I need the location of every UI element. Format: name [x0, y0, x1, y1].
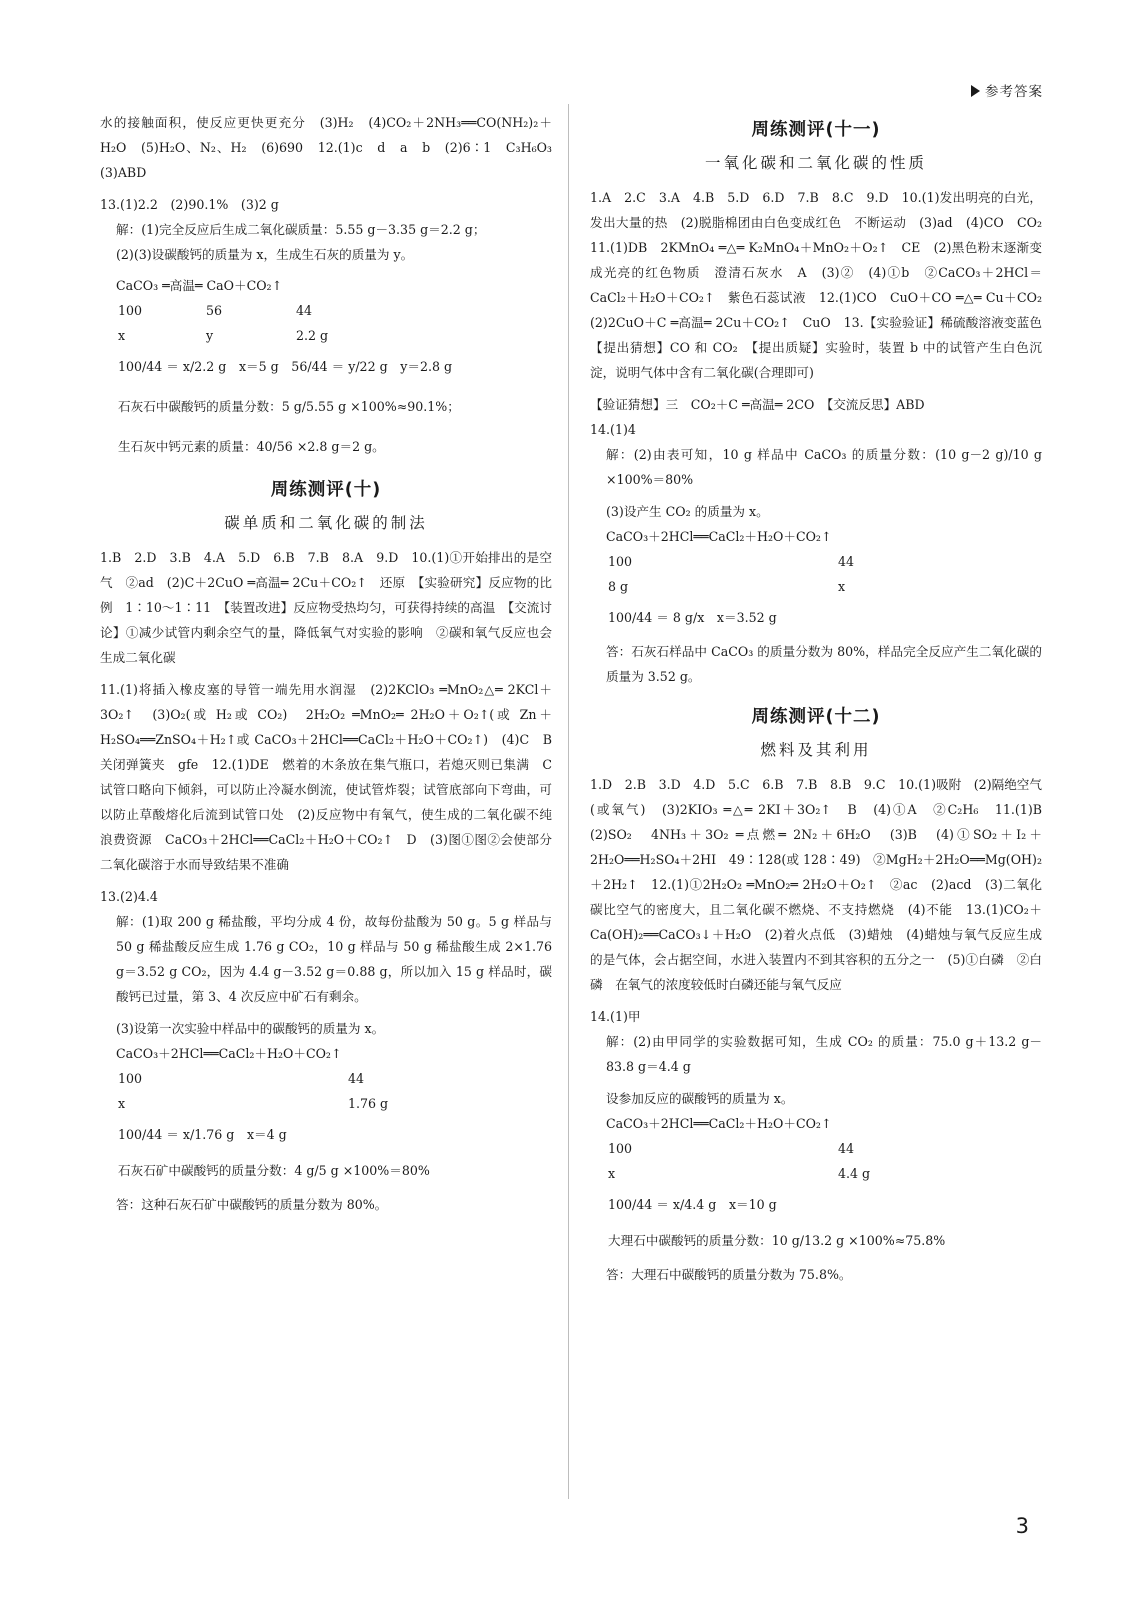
- q13-solution-2: (2)(3)设碳酸钙的质量为 x，生成生石灰的质量为 y。: [116, 247, 414, 262]
- page-number: 3: [1015, 1514, 1029, 1538]
- eq-cell: 100: [608, 1141, 633, 1156]
- ratio-1: 100/44 ＝ x/2.2 g x＝5 g 56/44 ＝ y/22 g y＝2.8 g: [118, 359, 453, 374]
- answer-2: 答：这种石灰石矿中碳酸钙的质量分数为 80%。: [116, 1197, 388, 1212]
- eq-cell: 44: [838, 554, 855, 569]
- answer-4: 答：大理石中碳酸钙的质量分数为 75.8%。: [606, 1267, 852, 1282]
- section-12-answers: 1.D 2.B 3.D 4.D 5.C 6.B 7.B 8.B 9.C 10.(1)吸附 (2)隔绝空气(或氧气) (3)2KIO₃ ═△═ 2KI＋3O₂↑ B (4)①A ②C₂H₆ 11.(1)B (2)SO₂ 4NH₃＋3O₂ ═点燃═ 2N₂＋6H₂O (3)B (4)①SO₂＋I₂＋2H₂O══H₂SO₄＋2HI 49∶128(或 128∶49) ②MgH₂＋2H₂O══Mg(OH)₂＋2H₂↑ 12.(1)①2H₂O₂ ═MnO₂═ 2H₂O＋O₂↑ ②ac (2)acd (3)二氧化碳比空气的密度大，且二氧化碳不燃烧、不支持燃烧 (4)不能 13.(1)CO₂＋Ca(OH)₂══CaCO₃↓＋H₂O (2)着火点低 (3)蜡烛 (4)蜡烛与氧气反应生成的是气体，会占据空间，水进入装置内不到其容积的五分之一 (5)①白磷 ②白磷 在氧气的浓度较低时白磷还能与氧气反应: [590, 777, 1055, 992]
- eq-cell: 100: [118, 1071, 143, 1086]
- ratio-4: 100/44 ＝ x/4.4 g x＝10 g: [608, 1197, 777, 1212]
- eq-cell: 56: [206, 303, 223, 318]
- equation-2-table: [118, 1066, 552, 1116]
- equation-1: CaCO₃ ═高温═ CaO＋CO₂↑: [116, 278, 283, 293]
- equation-2: CaCO₃＋2HCl══CaCl₂＋H₂O＋CO₂↑: [116, 1046, 342, 1061]
- q14b-solution: 解：(2)由甲同学的实验数据可知，生成 CO₂ 的质量：75.0 g＋13.2 g－83.8 g＝4.4 g: [606, 1034, 1042, 1074]
- header-label: 参考答案: [985, 84, 1043, 100]
- q13b-answers: 13.(2)4.4: [100, 889, 158, 904]
- eq-cell: x: [118, 1096, 126, 1111]
- eq-cell: 1.76 g: [348, 1096, 389, 1111]
- section-10-answers: 1.B 2.D 3.B 4.A 5.D 6.B 7.B 8.A 9.D 10.(1)①开始排出的是空气 ②ad (2)C＋2CuO ═高温═ 2Cu＋CO₂↑ 还原 【实验研究】反应物的比例 1∶10～1∶11 【装置改进】反应物受热均匀，可获得持续的高温 【交流讨论】①减少试管内剩余空气的量，降低氧气对实验的影响 ②碳和氧气反应也会生成二氧化碳: [100, 550, 552, 665]
- left-column: [100, 110, 565, 1217]
- eq-cell: x: [838, 579, 846, 594]
- q14-setup: (3)设产生 CO₂ 的质量为 x。: [606, 504, 769, 519]
- eq-cell: 44: [838, 1141, 855, 1156]
- calcium-mass: 生石灰中钙元素的质量：40/56 ×2.8 g＝2 g。: [118, 439, 385, 454]
- mass-fraction-2: 石灰石矿中碳酸钙的质量分数：4 g/5 g ×100%＝80%: [118, 1163, 430, 1178]
- eq-cell: 44: [348, 1071, 365, 1086]
- q13b-setup: (3)设第一次实验中样品中的碳酸钙的质量为 x。: [116, 1021, 385, 1036]
- ratio-2: 100/44 ＝ x/1.76 g x＝4 g: [118, 1127, 287, 1142]
- mass-fraction-1: 石灰石中碳酸钙的质量分数：5 g/5.55 g ×100%≈90.1%；: [118, 399, 460, 414]
- equation-3-table: [608, 549, 1042, 599]
- equation-4: CaCO₃＋2HCl══CaCl₂＋H₂O＋CO₂↑: [606, 1116, 832, 1131]
- right-column: [590, 110, 1055, 1287]
- eq-cell: 4.4 g: [838, 1166, 871, 1181]
- eq-cell: 2.2 g: [296, 328, 329, 343]
- eq-cell: 8 g: [608, 579, 629, 594]
- triangle-marker-icon: [971, 85, 980, 97]
- q14b-answers: 14.(1)甲: [590, 1009, 641, 1024]
- section-11-answers: 1.A 2.C 3.A 4.B 5.D 6.D 7.B 8.C 9.D 10.(1)发出明亮的白光，发出大量的热 (2)脱脂棉团由白色变成红色 不断运动 (3)ad (4)CO CO₂ 11.(1)DB 2KMnO₄ ═△═ K₂MnO₄＋MnO₂＋O₂↑ CE (2)黑色粉末逐渐变成光亮的红色物质 澄清石灰水 A (3)② (4)①b ②CaCO₃＋2HCl＝CaCl₂＋H₂O＋CO₂↑ 紫色石蕊试液 12.(1)CO CuO＋CO ═△═ Cu＋CO₂ (2)2CuO＋C ═高温═ 2Cu＋CO₂↑ CuO 13.【实验验证】稀硫酸溶液变蓝色 【提出猜想】CO 和 CO₂ 【提出质疑】实验时，装置 b 中的试管产生白色沉淀，说明气体中含有二氧化碳(合理即可): [590, 190, 1055, 380]
- q11-12-answers: 11.(1)将插入橡皮塞的导管一端先用水润湿 (2)2KClO₃ ═MnO₂△═ 2KCl＋3O₂↑ (3)O₂(或 H₂或 CO₂) 2H₂O₂ ═MnO₂═ 2H₂O＋O₂↑(或 Zn＋H₂SO₄══ZnSO₄＋H₂↑或 CaCO₃＋2HCl══CaCl₂＋H₂O＋CO₂↑) (4)C B 关闭弹簧夹 gfe 12.(1)DE 燃着的木条放在集气瓶口，若熄灭则已集满 C 试管口略向下倾斜，可以防止冷凝水倒流，使试管炸裂；试管底部向下弯曲，可以防止草酸熔化后流到试管口处 (2)反应物中有氧气，使生成的二氧化碳不纯 浪费资源 CaCO₃＋2HCl══CaCl₂＋H₂O＋CO₂↑ D (3)图①图②会使部分二氧化碳溶于水而导致结果不准确: [100, 682, 565, 872]
- eq-cell: x: [608, 1166, 616, 1181]
- answer-key-header: [971, 80, 1043, 100]
- eq-cell: 100: [118, 303, 143, 318]
- section-10-subtitle: 碳单质和二氧化碳的制法: [224, 514, 428, 532]
- q13-answers: 13.(1)2.2 (2)90.1% (3)2 g: [100, 197, 279, 212]
- answer-3: 答：石灰石样品中 CaCO₃ 的质量分数为 80%，样品完全反应产生二氧化碳的质量为 3.52 g。: [606, 644, 1042, 684]
- ratio-3: 100/44 ＝ 8 g/x x＝3.52 g: [608, 610, 777, 625]
- section-11-subtitle: 一氧化碳和二氧化碳的性质: [704, 154, 927, 172]
- column-divider: [568, 104, 569, 1499]
- mass-fraction-4: 大理石中碳酸钙的质量分数：10 g/13.2 g ×100%≈75.8%: [608, 1233, 946, 1248]
- section-11-title: 周练测评(十一): [751, 120, 881, 140]
- section-10-title: 周练测评(十): [270, 480, 382, 500]
- q14-answers: 14.(1)4: [590, 422, 636, 437]
- intro-answers: 水的接触面积，使反应更快更充分 (3)H₂ (4)CO₂＋2NH₃══CO(NH₂)₂＋H₂O (5)H₂O、N₂、H₂ (6)690 12.(1)c d a b (2)6∶1 C₃H₆O₃ (3)ABD: [100, 115, 565, 180]
- eq-cell: x: [118, 328, 126, 343]
- equation-1-table: [118, 298, 552, 348]
- section-12-title: 周练测评(十二): [751, 707, 881, 727]
- q13-solution-1: 解：(1)完全反应后生成二氧化碳质量：5.55 g－3.35 g＝2.2 g；: [116, 222, 486, 237]
- eq-cell: 100: [608, 554, 633, 569]
- q14b-setup: 设参加反应的碳酸钙的质量为 x。: [606, 1091, 794, 1106]
- q14-solution: 解：(2)由表可知，10 g 样品中 CaCO₃ 的质量分数：(10 g－2 g)/10 g ×100%＝80%: [606, 447, 1042, 487]
- eq-cell: 44: [296, 303, 313, 318]
- section-12-subtitle: 燃料及其利用: [760, 741, 872, 759]
- equation-4-table: [608, 1136, 1042, 1186]
- equation-3: CaCO₃＋2HCl══CaCl₂＋H₂O＋CO₂↑: [606, 529, 832, 544]
- eq-cell: y: [206, 328, 214, 343]
- q13-verify: 【验证猜想】三 CO₂＋C ═高温═ 2CO 【交流反思】ABD: [590, 397, 925, 412]
- q13b-solution: 解：(1)取 200 g 稀盐酸，平均分成 4 份，故每份盐酸为 50 g。5 g 样品与 50 g 稀盐酸反应生成 1.76 g CO₂，10 g 样品与 50 g 稀盐酸生成 2×1.76 g＝3.52 g CO₂，因为 4.4 g－3.52 g＝0.88 g，所以加入 15 g 样品时，碳酸钙已过量，第 3、4 次反应中矿石有剩余。: [116, 914, 553, 1004]
